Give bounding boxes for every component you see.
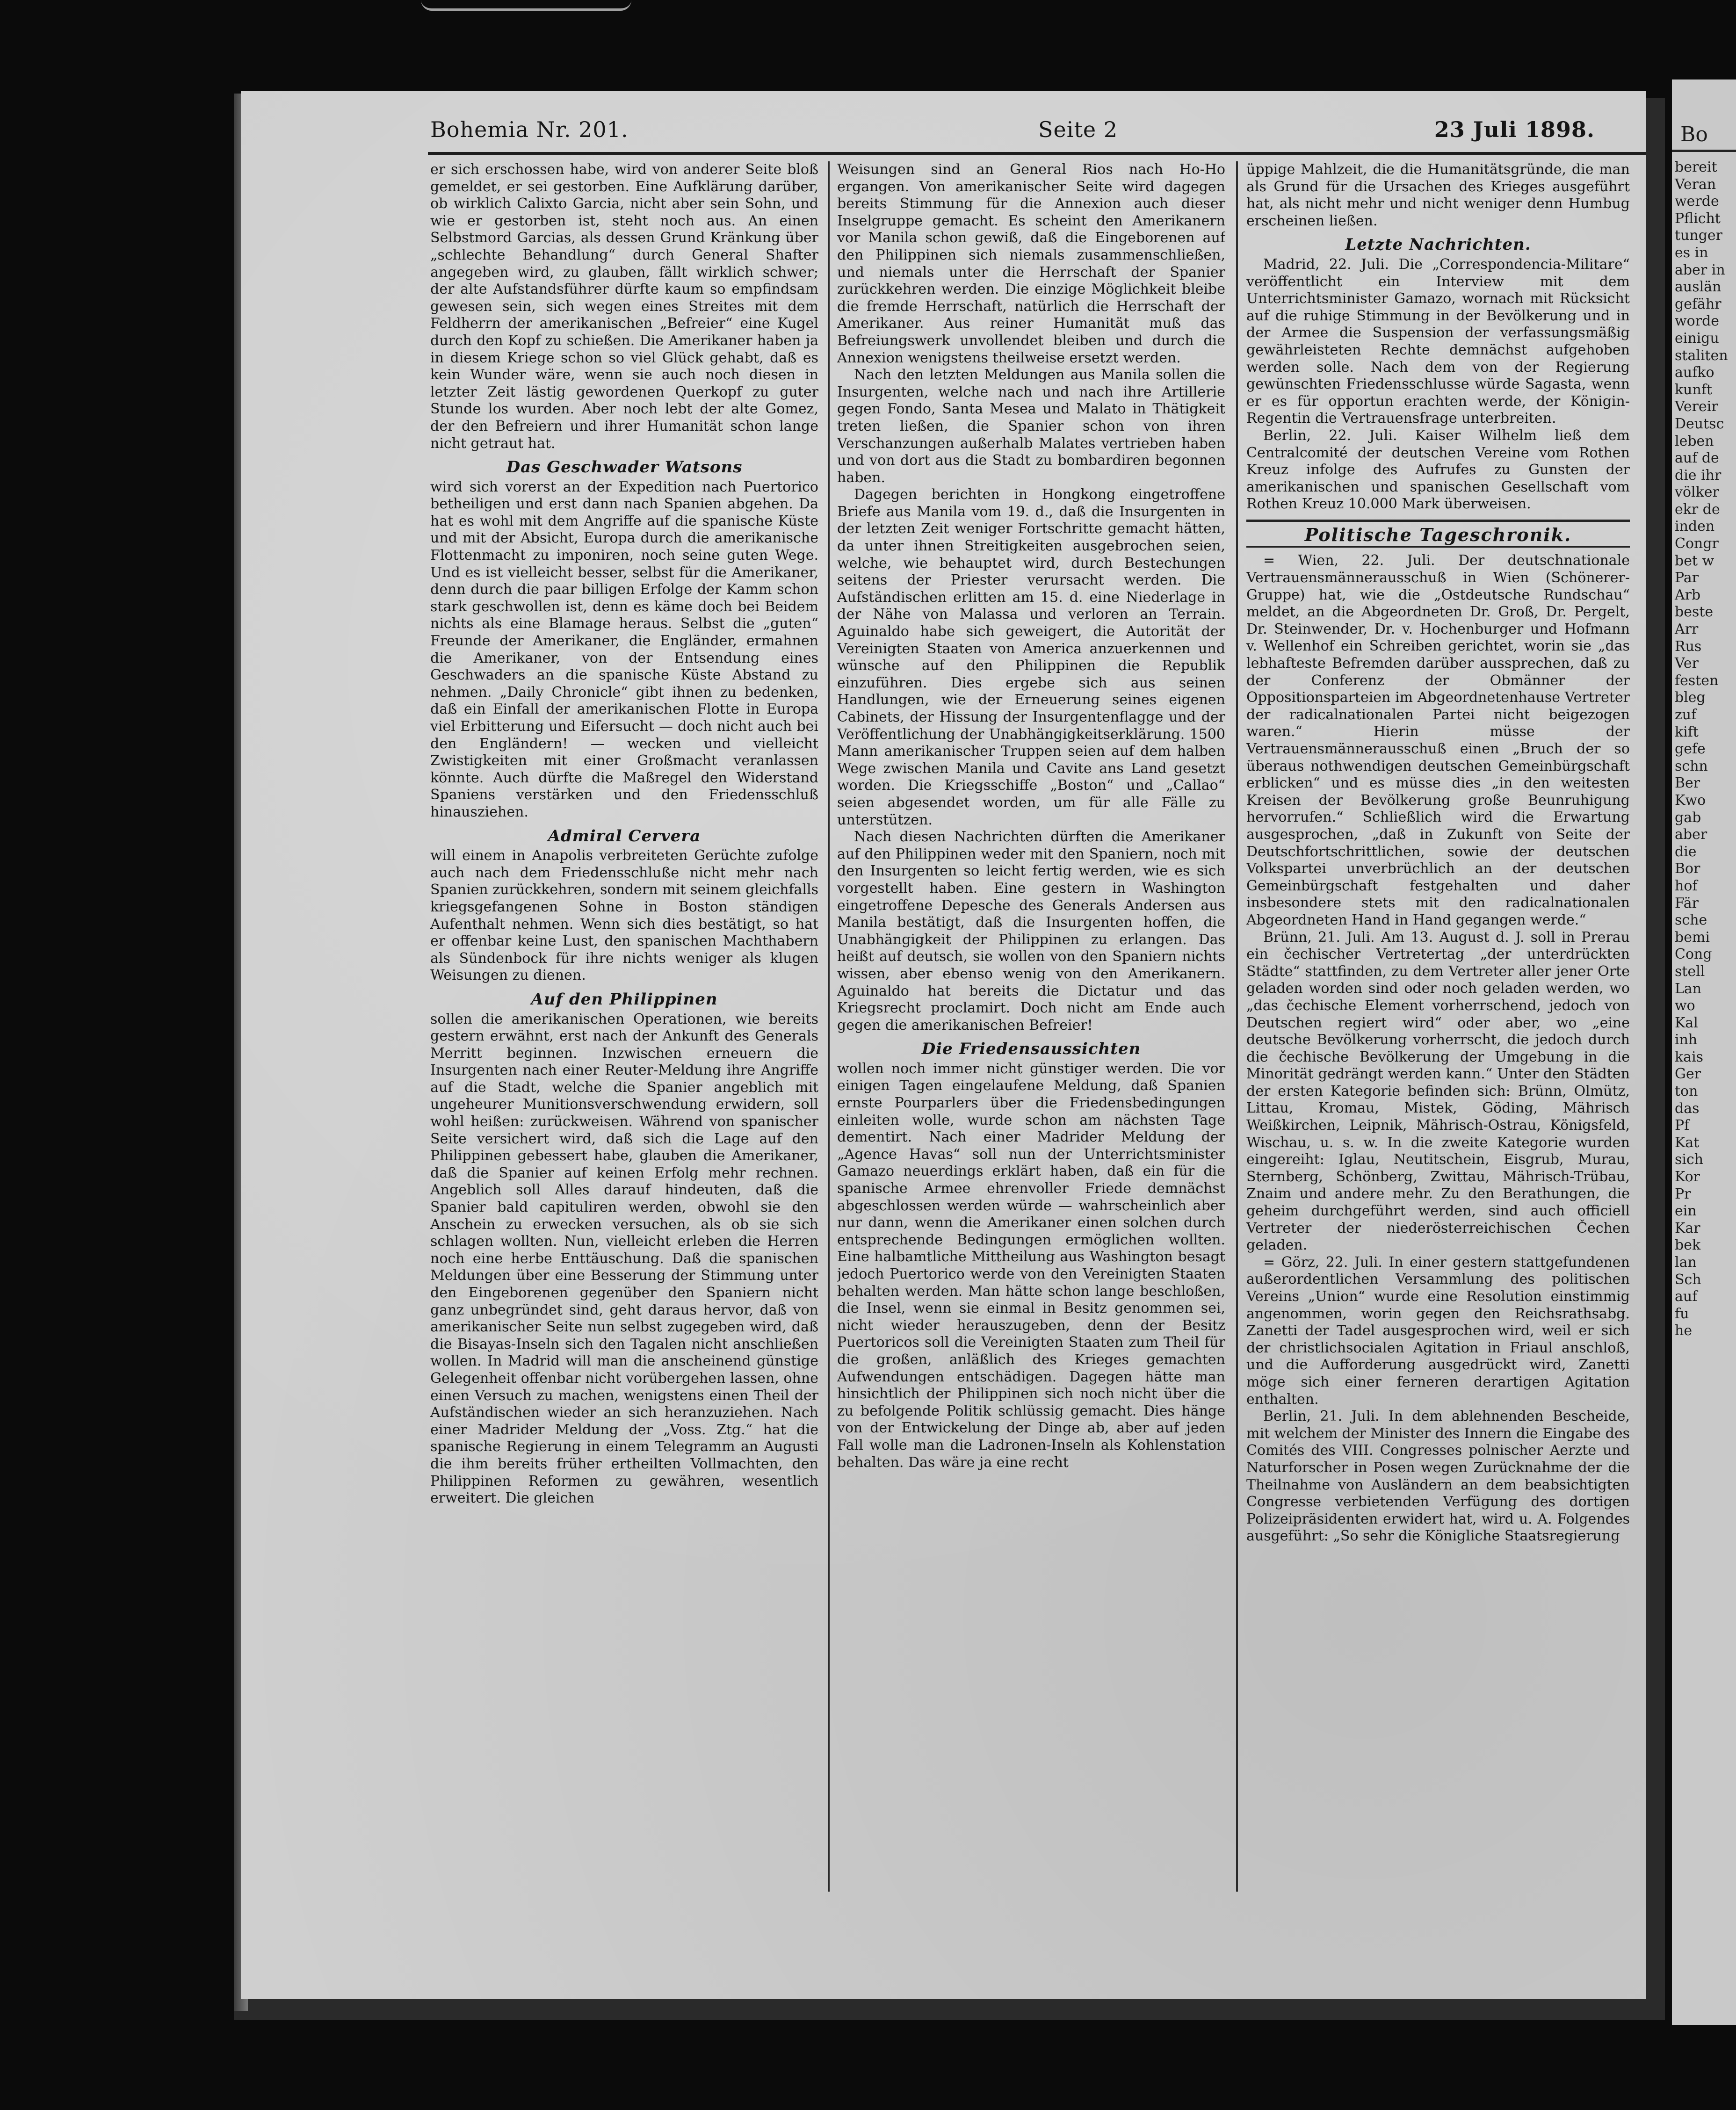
adjacent-page-fragment: Fär (1675, 895, 1699, 911)
adjacent-page-fragment: bek (1675, 1237, 1701, 1254)
adjacent-page-fragment: Kor (1675, 1169, 1700, 1185)
article-paragraph: wird sich vorerst an der Expedition nach Puertorico betheiligen und erst dann nach Spanien abgehen. Da hat es wohl mit dem Angriffe auf die spanische Küste und mit der Absicht, Europa durch die amerikanische Flottenmacht zu imponiren, noch seine guten Wege. Und es ist vielleicht besser, selbst für die Amerikaner, denn durch die paar billigen Erfolge der Kamm schon stark geschwollen ist, denn es käme doch bei Beidem nichts als eine Blamage heraus. Selbst die „guten“ Freunde der Amerikaner, die Engländer, ermahnen die Amerikaner, von der Entsendung eines Geschwaders an die spanische Küste Abstand zu nehmen. „Daily Chronicle“ gibt ihnen zu bedenken, daß ein Einfall der amerikanischen Flotte in Europa viel Erbitterung und Eifersucht — doch nicht auch bei den Engländern! — wecken und vielleicht Zwistigkeiten mit einer Großmacht veranlassen könnte. Auch dürfte die Maßregel den Widerstand Spaniens verstärken und den Friedensschluß hinausziehen. (430, 478, 818, 820)
article-paragraph: Weisungen sind an General Rios nach Ho-Ho ergangen. Von amerikanischer Seite wird dagegen bereits Stimmung für die Annexion auch dieser Inselgruppe gemacht. Es scheint den Amerikanern vor Manila schon gewiß, daß die Eingeborenen auf den Philippinen sich niemals zusammenschließen, und niemals unter die Herrschaft der Spanier zurückkehren werden. Die einzige Möglichkeit bleibe die fremde Herrschaft, natürlich die Herrschaft der Amerikaner. Aus reiner Humanität muß das Befreiungswerk unvollendet bleiben und durch die Annexion wenigstens theilweise ersetzt werden. (837, 161, 1225, 366)
adjacent-page-fragment: aber (1675, 826, 1707, 843)
article-paragraph: Berlin, 22. Juli. Kaiser Wilhelm ließ dem Centralcomité der deutschen Vereine vom Rothen Kreuz infolge des Aufrufes zu Gunsten der amerikanischen und spanischen Gesellschaft vom Rothen Kreuz 10.000 Mark überweisen. (1246, 427, 1630, 513)
adjacent-page-fragment: das (1675, 1100, 1700, 1117)
article-paragraph: er sich erschossen habe, wird von anderer Seite bloß gemeldet, er sei gestorben. Eine Aufklärung darüber, ob wirklich Calixto Garcia, nicht aber sein Sohn, und wie er gestorben ist, steht noch aus. An einen Selbstmord Garcias, als dessen Grund Kränkung über „schlechte Behandlung“ durch General Shafter angegeben wird, zu glauben, fällt wirklich schwer; der alte Aufstandsführer dürfte kaum so empfindsam gewesen sein, sich wegen eines Streites mit dem Feldherrn der amerikanischen „Befreier“ eine Kugel durch den Kopf zu schießen. Die Amerikaner haben ja in diesem Kriege schon so viel Glück gehabt, daß es kein Wunder wäre, wenn sie auch noch diesen in letzter Zeit lästig gewordenen Querkopf zu guter Stunde los wurden. Aber noch lebt der alte Gomez, der den Befreiern und ihrer Humanität schon lange nicht getraut hat. (430, 161, 818, 452)
article-paragraph: üppige Mahlzeit, die die Humanitätsgründe, die man als Grund für die Ursachen des Krieges ausgeführt hat, als nicht mehr und nicht weniger denn Humbug erscheinen ließen. (1246, 161, 1630, 229)
article-heading: Admiral Cervera (548, 826, 701, 845)
article-paragraph: Madrid, 22. Juli. Die „Correspondencia-Militare“ veröffentlicht ein Interview mit dem Unterrichtsminister Gamazo, wornach mit Rücksicht auf die ruhige Stimmung in der Bevölkerung und in der Armee die Suspension der verfassungsmäßig gewährleisteten Rechte demnächst aufgehoben werden solle. Nach dem von der Regierung gewünschten Friedensschlusse würde Sagasta, wenn er es für opportun erachten werde, der Königin-Regentin die Vertrauensfrage unterbreiten. (1246, 256, 1630, 427)
adjacent-page-fragment: Veran (1675, 176, 1716, 193)
adjacent-page-fragment: Pr (1675, 1185, 1691, 1202)
column-3 (1246, 161, 1630, 1901)
adjacent-page-fragment: Deutsc (1675, 415, 1724, 432)
section-rule (1246, 520, 1630, 522)
adjacent-page-fragment: Congr (1675, 535, 1719, 552)
top-edge-mark (421, 0, 631, 11)
column-2 (837, 161, 1225, 1901)
adjacent-page-fragment: bereit (1675, 159, 1717, 175)
adjacent-page-fragment: wo (1675, 997, 1695, 1014)
adjacent-page-fragment: gefe (1675, 741, 1706, 758)
adjacent-page-fragment: Ver (1675, 655, 1699, 672)
adjacent-page-fragment: Kal (1675, 1014, 1698, 1031)
adjacent-page-fragment: Ber (1675, 775, 1700, 792)
adjacent-page-fragment: Kar (1675, 1220, 1700, 1236)
adjacent-page-fragment: gab (1675, 809, 1701, 826)
article-paragraph: sollen die amerikanischen Operationen, wie bereits gestern erwähnt, erst nach der Ankunft des Generals Merritt beginnen. Inzwischen erneuern die Insurgenten nach einer Reuter-Meldung ihre Angriffe auf die Stadt, welche die Spanier angeblich mit ungeheurer Munitionsverschwendung erwidern, soll wohl heißen: zurückweisen. Während von spanischer Seite versichert wird, daß sich die Lage auf den Philippinen gebessert habe, glauben die Amerikaner, daß die Spanier auf keinen Erfolg mehr rechnen. Angeblich soll Alles darauf hindeuten, daß die Spanier bald capituliren werden, obwohl sie den Anschein zu erwecken versuchen, als ob sie sich schlagen wollten. Nun, vielleicht erleben die Herren noch eine herbe Enttäuschung. Daß die spanischen Meldungen über eine Besserung der Stimmung unter den Eingeborenen gegenüber den Spaniern nicht ganz unbegründet sind, geht daraus hervor, daß von amerikanischer Seite nun selbst zugegeben wird, daß die Bisayas-Inseln sich den Tagalen nicht anschließen wollen. In Madrid will man die anscheinend günstige Gelegenheit offenbar nicht vorübergehen lassen, ohne einen Versuch zu machen, wenigstens einen Theil der Aufständischen wieder an sich heranzuziehen. Nach einer Madrider Meldung der „Voss. Ztg.“ hat die spanische Regierung in einem Telegramm an Augusti die ihm bereits früher ertheilten Vollmachten, den Philippinen Reformen zu gewähren, wesentlich erweitert. Die gleichen (430, 1011, 818, 1507)
adjacent-page-fragment: bemi (1675, 929, 1710, 946)
adjacent-page-fragment: Kat (1675, 1134, 1700, 1151)
column-1 (430, 161, 818, 1901)
adjacent-page-fragment: Ger (1675, 1066, 1701, 1083)
header-rule (428, 152, 1646, 155)
adjacent-page-fragment: Bor (1675, 860, 1700, 877)
article-paragraph: Dagegen berichten in Hongkong eingetroffene Briefe aus Manila vom 19. d., daß die Insurgenten in der letzten Zeit weniger Fortschritte gemacht hätten, da unter ihnen Streitigkeiten ausgebrochen seien, welche, wie behauptet wird, durch Bestechungen seitens der Priester verursacht werden. Die Aufständischen erlitten am 15. d. eine Niederlage in der Nähe von Malassa und verloren an Terrain. Aguinaldo habe sich geweigert, die Autorität der Vereinigten Staaten von America anzuerkennen und wünsche auf den Philippinen die Republik einzuführen. Dies ergebe sich aus seinen Handlungen, wie der Erneuerung seines eigenen Cabinets, der Hissung der Insurgentenflagge und der Veröffentlichung der Unabhängigkeitserklärung. 1500 Mann amerikanischer Truppen seien auf dem halben Wege zwischen Manila und Cavite ans Land gesetzt worden. Die Kriegsschiffe „Boston“ und „Callao“ seien abgesendet worden, um für alle Fälle zu unterstützen. (837, 486, 1225, 828)
adjacent-page-fragment: inh (1675, 1032, 1698, 1048)
adjacent-page-fragment: staliten (1675, 347, 1728, 364)
adjacent-page-fragment: ein (1675, 1203, 1697, 1220)
adjacent-page-fragment: aufko (1675, 364, 1714, 381)
page-header (430, 117, 1646, 154)
adjacent-page-fragment: auf (1675, 1288, 1698, 1305)
adjacent-page-fragment: sche (1675, 912, 1707, 929)
adjacent-page-fragment: gefähr (1675, 296, 1722, 312)
article-heading: Politische Tageschronik. (1304, 524, 1572, 545)
article-paragraph: wollen noch immer nicht günstiger werden. Die vor einigen Tagen eingelaufene Meldung, daß Spanien ernste Pourparlers über die Friedensbedingungen einleiten wolle, wurde schon am nächsten Tage dementirt. Nach einer Madrider Meldung der „Agence Havas“ soll nun der Unterrichtsminister Gamazo neuerdings erklärt haben, daß ein für die spanische Armee ehrenvoller Friede demnächst abgeschlossen werden würde — wahrscheinlich aber nur dann, wenn die Amerikaner einen solchen durch entsprechende Bedingungen ermöglichen wollten. Eine halbamtliche Mittheilung aus Washington besagt jedoch Puertorico werde von den Vereinigten Staaten behalten werden. Man hätte schon lange beschloßen, die Insel, wenn sie einmal in Besitz genommen sei, nicht wieder herauszugeben, denn der Besitz Puertoricos soll die Vereinigten Staaten zum Theil für die großen, anläßlich des Krieges gemachten Aufwendungen entschädigen. Dagegen hätte man hinsichtlich der Philippinen sich noch nicht über die zu befolgende Politik schlüssig gemacht. Dies hänge von der Entwickelung der Dinge ab, aber auf jeden Fall wolle man die Ladronen-Inseln als Kohlenstation behalten. Das wäre ja eine recht (837, 1060, 1225, 1471)
adjacent-page-strip (1672, 79, 1736, 2025)
article-heading: Das Geschwader Watsons (506, 458, 743, 477)
adjacent-page-fragment: ton (1675, 1083, 1698, 1100)
adjacent-page-fragment: es in (1675, 244, 1708, 261)
adjacent-page-fragment: auf de (1675, 450, 1719, 467)
adjacent-page-fragment: Par (1675, 570, 1699, 586)
adjacent-page-fragment: Sch (1675, 1271, 1701, 1288)
adjacent-page-fragment: stell (1675, 963, 1705, 980)
column-rule-2 (1236, 161, 1238, 1892)
article-paragraph: = Wien, 22. Juli. Der deutschnationale Vertrauensmännerausschuß in Wien (Schönerer-Gruppe) hat, wie die „Ostdeutsche Rundschau“ meldet, an die Abgeordneten Dr. Groß, Dr. Pergelt, Dr. Steinwender, Dr. v. Hochenburger und Hofmann v. Wellenhof ein Schreiben gerichtet, worin sie „das lebhafteste Befremden darüber aussprechen, daß zu der Conferenz der Obmänner der Oppositionsparteien im Abgeordnetenhause Vertreter der radicalnationalen Partei nicht beigezogen waren.“ Hierin müsse der Vertrauensmännerausschuß einen „Bruch der so überaus nothwendigen deutschen Gemeinbürgschaft erblicken“ und es müsse dies „in den weitesten Kreisen der Bevölkerung große Beunruhigung hervorrufen.“ Schließlich wird die Erwartung ausgesprochen, „daß in Zukunft von Seite der Deutschfortschrittlichen, sowie der deutschen Volkspartei unverbrüchlich an der deutschen Gemeinbürgschaft festgehalten und daher insbesondere stets mit den radicalnationalen Abgeordneten Hand in Hand gegangen werde.“ (1246, 552, 1630, 928)
adjacent-page-fragment: die (1675, 843, 1697, 860)
header-masthead: Bohemia Nr. 201. (430, 117, 629, 142)
article-paragraph: Nach diesen Nachrichten dürften die Amerikaner auf den Philippinen weder mit den Spaniern, noch mit den Insurgenten so leicht fertig werden, wie es sich vorgestellt haben. Eine gestern in Washington eingetroffene Depesche des Generals Andersen aus Manila bestätigt, daß die Insurgenten hoffen, die Unabhängigkeit der Philippinen zu erlangen. Das heißt auf deutsch, sie wollen von den Spaniern nichts wissen, aber ebenso wenig von den Amerikanern. Aguinaldo hat bereits die Dictatur und das Kriegsrecht proclamirt. Doch nicht am Ende auch gegen die amerikanischen Befreier! (837, 829, 1225, 1033)
article-heading: Auf den Philippinen (531, 990, 718, 1009)
article-heading: Letzte Nachrichten. (1345, 235, 1531, 254)
adjacent-page-fragment: kift (1675, 723, 1699, 740)
adjacent-page-fragment: worde (1675, 313, 1720, 330)
adjacent-page-fragment: hof (1675, 877, 1698, 894)
adjacent-page-fragment: festen (1675, 672, 1719, 689)
adjacent-page-fragment: zuf (1675, 707, 1697, 723)
adjacent-page-fragment: schn (1675, 758, 1708, 774)
article-heading: Die Friedensaussichten (921, 1040, 1141, 1059)
adjacent-page-fragment: lan (1675, 1254, 1697, 1271)
adjacent-page-fragment: die ihr (1675, 467, 1722, 484)
adjacent-page-fragments (1675, 159, 1736, 1340)
adjacent-page-fragment: werde (1675, 193, 1719, 210)
adjacent-page-fragment: Rus (1675, 638, 1702, 655)
newspaper-page (241, 91, 1646, 1999)
adjacent-page-fragment: inden (1675, 518, 1715, 535)
adjacent-page-fragment: ekr de (1675, 501, 1720, 518)
adjacent-page-fragment: beste (1675, 604, 1714, 621)
adjacent-page-fragment: auslän (1675, 279, 1722, 296)
adjacent-page-rule (1672, 150, 1736, 152)
adjacent-page-fragment: sich (1675, 1151, 1704, 1168)
article-paragraph: Nach den letzten Meldungen aus Manila sollen die Insurgenten, welche nach und nach ihre Artillerie gegen Fondo, Santa Mesea und Malato in Thätigkeit treten ließen, die Spanier schon von ihren Verschanzungen außerhalb Malates vertrieben haben und von dort aus die Stadt zu bombardiren begonnen haben. (837, 367, 1225, 486)
adjacent-page-fragment: Pflicht (1675, 210, 1721, 227)
article-paragraph: Berlin, 21. Juli. In dem ablehnenden Bescheide, mit welchem der Minister des Innern die Eingabe des Comités des VIII. Congresses polnischer Aerzte und Naturforscher in Posen wegen Zurücknahme der die Theilnahme von Ausländern an dem beabsichtigten Congresse verbietenden Verfügung des dortigen Polizeipräsidenten erwidert hat, wird u. A. Folgendes ausgeführt: „So sehr die Königliche Staatsregierung (1246, 1408, 1630, 1545)
adjacent-page-header: Bo (1680, 123, 1708, 146)
article-paragraph: = Görz, 22. Juli. In einer gestern stattgefundenen außerordentlichen Versammlung des politischen Vereins „Union“ wurde eine Resolution einstimmig angenommen, worin gegen den Reichsrathsabg. Zanetti der Tadel ausgesprochen wird, weil er sich der christlichsocialen Agitation in Friaul anschloß, und die Aufforderung ausgedrückt wird, Zanetti möge sich einer ferneren derartigen Agitation enthalten. (1246, 1254, 1630, 1408)
adjacent-page-fragment: tunger (1675, 227, 1722, 244)
adjacent-page-fragment: völker (1675, 484, 1719, 501)
adjacent-page-fragment: Cong (1675, 946, 1712, 963)
header-page-number: Seite 2 (1038, 117, 1118, 142)
adjacent-page-fragment: leben (1675, 433, 1714, 449)
adjacent-page-fragment: bleg (1675, 689, 1706, 706)
column-rule-1 (828, 161, 830, 1892)
section-rule (1246, 546, 1630, 548)
article-paragraph: will einem in Anapolis verbreiteten Gerüchte zufolge auch nach dem Friedensschluße nicht mehr nach Spanien zurückkehren, sondern mit seinem gleichfalls kriegsgefangenen Sohne in Boston ständigen Aufenthalt nehmen. Wenn sich dies bestätigt, so hat er offenbar keine Lust, den spanischen Machthabern als Sündenbock für ihre nichts weniger als klugen Weisungen zu dienen. (430, 847, 818, 984)
header-date: 23 Juli 1898. (1434, 117, 1595, 142)
adjacent-page-fragment: Arb (1675, 586, 1701, 603)
adjacent-page-fragment: fu (1675, 1305, 1689, 1322)
adjacent-page-fragment: Pf (1675, 1117, 1690, 1134)
article-paragraph: Brünn, 21. Juli. Am 13. August d. J. soll in Prerau ein čechischer Vertretertag „der unterdrückten Städte“ stattfinden, zu dem Vertreter aller jener Orte geladen worden sind oder noch geladen werden, wo „das čechische Element vorherrschend, jedoch von Deutschen regiert wird“ oder aber, wo „eine deutsche Bevölkerung vorherrscht, die jedoch durch die čechische Bevölkerung der Umgebung in die Minorität gedrängt werden kann.“ Unter den Städten der ersten Kategorie befinden sich: Brünn, Olmütz, Littau, Kromau, Mistek, Göding, Mährisch Weißkirchen, Leipnik, Mährisch-Ostrau, Königsfeld, Wischau, u. s. w. In die zweite Kategorie wurden eingereiht: Iglau, Neutitschein, Eisgrub, Murau, Sternberg, Schönberg, Zwittau, Mährisch-Trübau, Znaim und andere mehr. Zu den Berathungen, die geheim durchgeführt werden, sind auch officiell Vertreter der niederösterreichischen Čechen geladen. (1246, 929, 1630, 1254)
adjacent-page-fragment: aber in (1675, 261, 1725, 278)
adjacent-page-fragment: Vereir (1675, 398, 1718, 415)
adjacent-page-fragment: kunft (1675, 381, 1712, 398)
adjacent-page-fragment: Lan (1675, 980, 1702, 997)
adjacent-page-fragment: kais (1675, 1048, 1704, 1065)
adjacent-page-fragment: he (1675, 1322, 1693, 1339)
adjacent-page-fragment: einigu (1675, 330, 1719, 347)
adjacent-page-fragment: Kwo (1675, 792, 1706, 809)
adjacent-page-fragment: Arr (1675, 621, 1699, 638)
adjacent-page-fragment: bet w (1675, 552, 1714, 569)
